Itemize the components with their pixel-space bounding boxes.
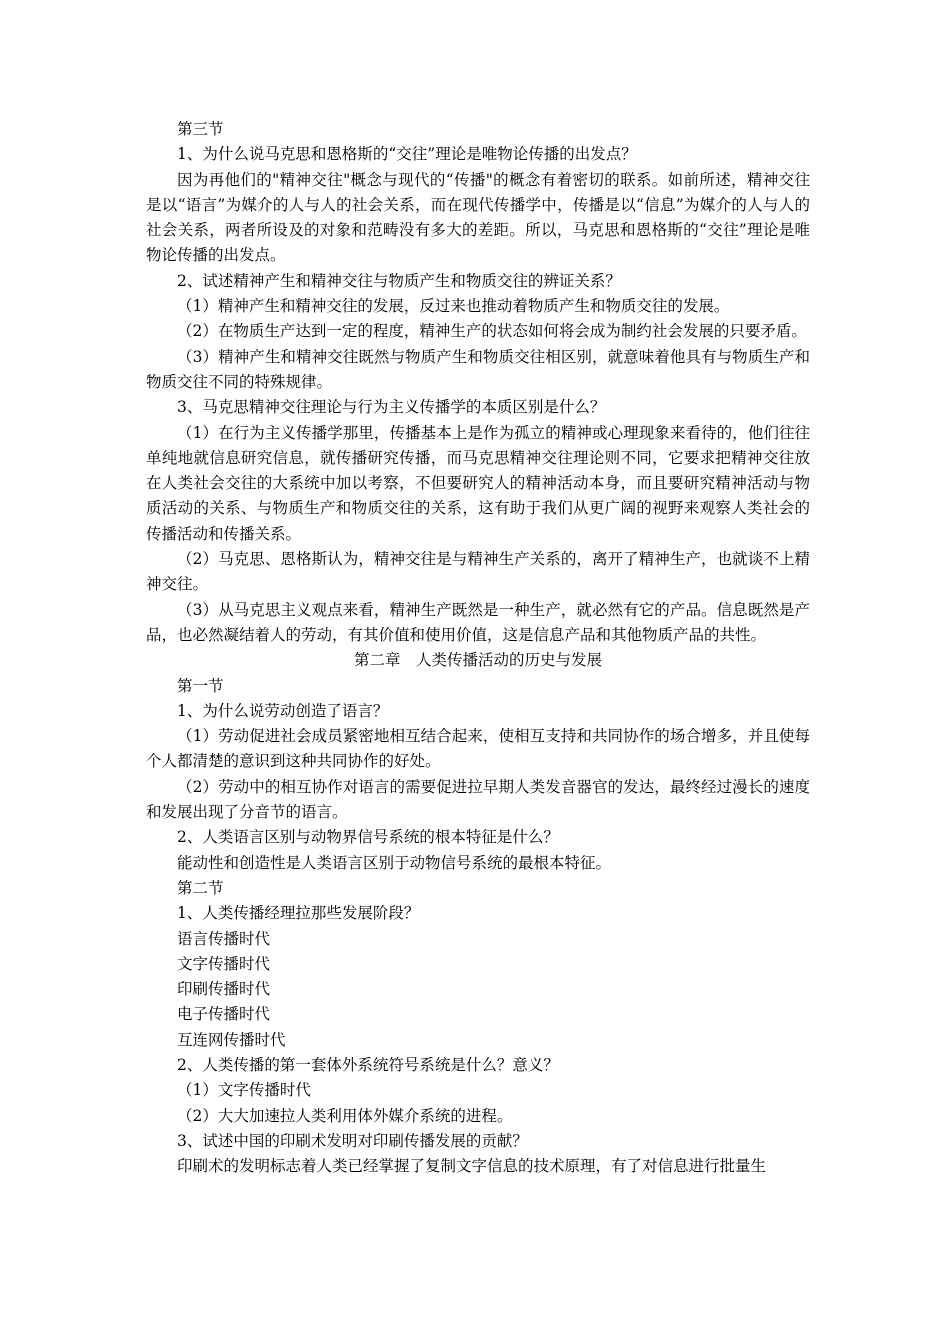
answer-paragraph: 印刷术的发明标志着人类已经掌握了复制文字信息的技术原理，有了对信息进行批量生 bbox=[177, 1157, 767, 1176]
section-heading: 第一节 bbox=[177, 676, 224, 695]
question: 1、为什么说马克思和恩格斯的“交往”理论是唯物论传播的出发点？ bbox=[177, 145, 637, 164]
question: 2、人类传播的第一套体外系统符号系统是什么？意义？ bbox=[177, 1055, 559, 1074]
question: 2、人类语言区别与动物界信号系统的根本特征是什么？ bbox=[177, 828, 559, 847]
question: 2、试述精神产生和精神交往与物质产生和物质交往的辨证关系？ bbox=[177, 271, 621, 290]
list-item: 电子传播时代 bbox=[177, 1005, 271, 1024]
list-item: 文字传播时代 bbox=[177, 954, 271, 973]
section-heading: 第三节 bbox=[177, 120, 224, 138]
answer-paragraph: （2）在物质生产达到一定的程度，精神生产的状态如何将会成为制约社会发展的只要矛盾。 bbox=[177, 322, 807, 341]
answer-paragraph: （2）大大加速拉人类利用体外媒介系统的进程。 bbox=[177, 1106, 513, 1125]
document-page bbox=[146, 117, 810, 1179]
question: 1、为什么说劳动创造了语言？ bbox=[177, 701, 389, 720]
question: 3、试述中国的印刷术发明对印刷传播发展的贡献？ bbox=[177, 1131, 528, 1150]
answer-paragraph: （3）精神产生和精神交往既然与物质产生和物质交往相区别，就意味着他具有与物质生产和物质交往不同的特殊规律。 bbox=[146, 347, 810, 391]
chapter-title: 第二章 人类传播活动的历史与发展 bbox=[353, 651, 602, 670]
answer-paragraph: （1）精神产生和精神交往的发展，反过来也推动着物质产生和物质交往的发展。 bbox=[177, 297, 730, 316]
answer-paragraph: 因为再他们的"精神交往"概念与现代的“传播"的概念有着密切的联系。如前所述，精神交往是以“语言”为媒介的人与人的社会关系，而在现代传播学中，传播是以“信息”为媒介的人与人的社会关系，两者所设及的对象和范畴没有多大的差距。所以，马克思和恩格斯的“交往”理论是唯物论传播的出发点。 bbox=[146, 170, 810, 265]
answer-paragraph: （2）马克思、恩格斯认为，精神交往是与精神生产关系的，离开了精神生产，也就谈不上精神交往。 bbox=[146, 550, 810, 594]
answer-paragraph: （3）从马克思主义观点来看，精神生产既然是一种生产，就必然有它的产品。信息既然是产品，也必然凝结着人的劳动，有其价值和使用价值，这是信息产品和其他物质产品的共性。 bbox=[146, 600, 810, 644]
section-heading: 第二节 bbox=[177, 878, 224, 897]
answer-paragraph: （1）文字传播时代 bbox=[177, 1081, 311, 1100]
question: 1、人类传播经理拉那些发展阶段？ bbox=[177, 904, 420, 923]
answer-paragraph: （2）劳动中的相互协作对语言的需要促进拉早期人类发音器官的发达，最终经过漫长的速度和发展出现了分音节的语言。 bbox=[146, 777, 810, 822]
answer-paragraph: （1）在行为主义传播学那里，传播基本上是作为孤立的精神或心理现象来看待的，他们往往单纯地就信息研究信息，就传播研究传播，而马克思精神交往理论则不同，它要求把精神交往放在人类社会交往的大系统中加以考察，不但要研究人的精神活动本身，而且要研究精神活动与物质活动的关系、与物质生产和物质交往的关系，这有助于我们从更广阔的视野来观察人类社会的传播活动和传播关系。 bbox=[146, 423, 810, 543]
answer-paragraph: （1）劳动促进社会成员紧密地相互结合起来，使相互支持和共同协作的场合增多，并且使每个人都清楚的意识到这种共同协作的好处。 bbox=[146, 727, 810, 771]
question: 3、马克思精神交往理论与行为主义传播学的本质区别是什么？ bbox=[177, 398, 606, 417]
list-item: 印刷传播时代 bbox=[177, 980, 271, 999]
answer-paragraph: 能动性和创造性是人类语言区别于动物信号系统的最根本特征。 bbox=[177, 853, 612, 872]
list-item: 语言传播时代 bbox=[177, 929, 271, 948]
list-item: 互连网传播时代 bbox=[177, 1030, 286, 1049]
